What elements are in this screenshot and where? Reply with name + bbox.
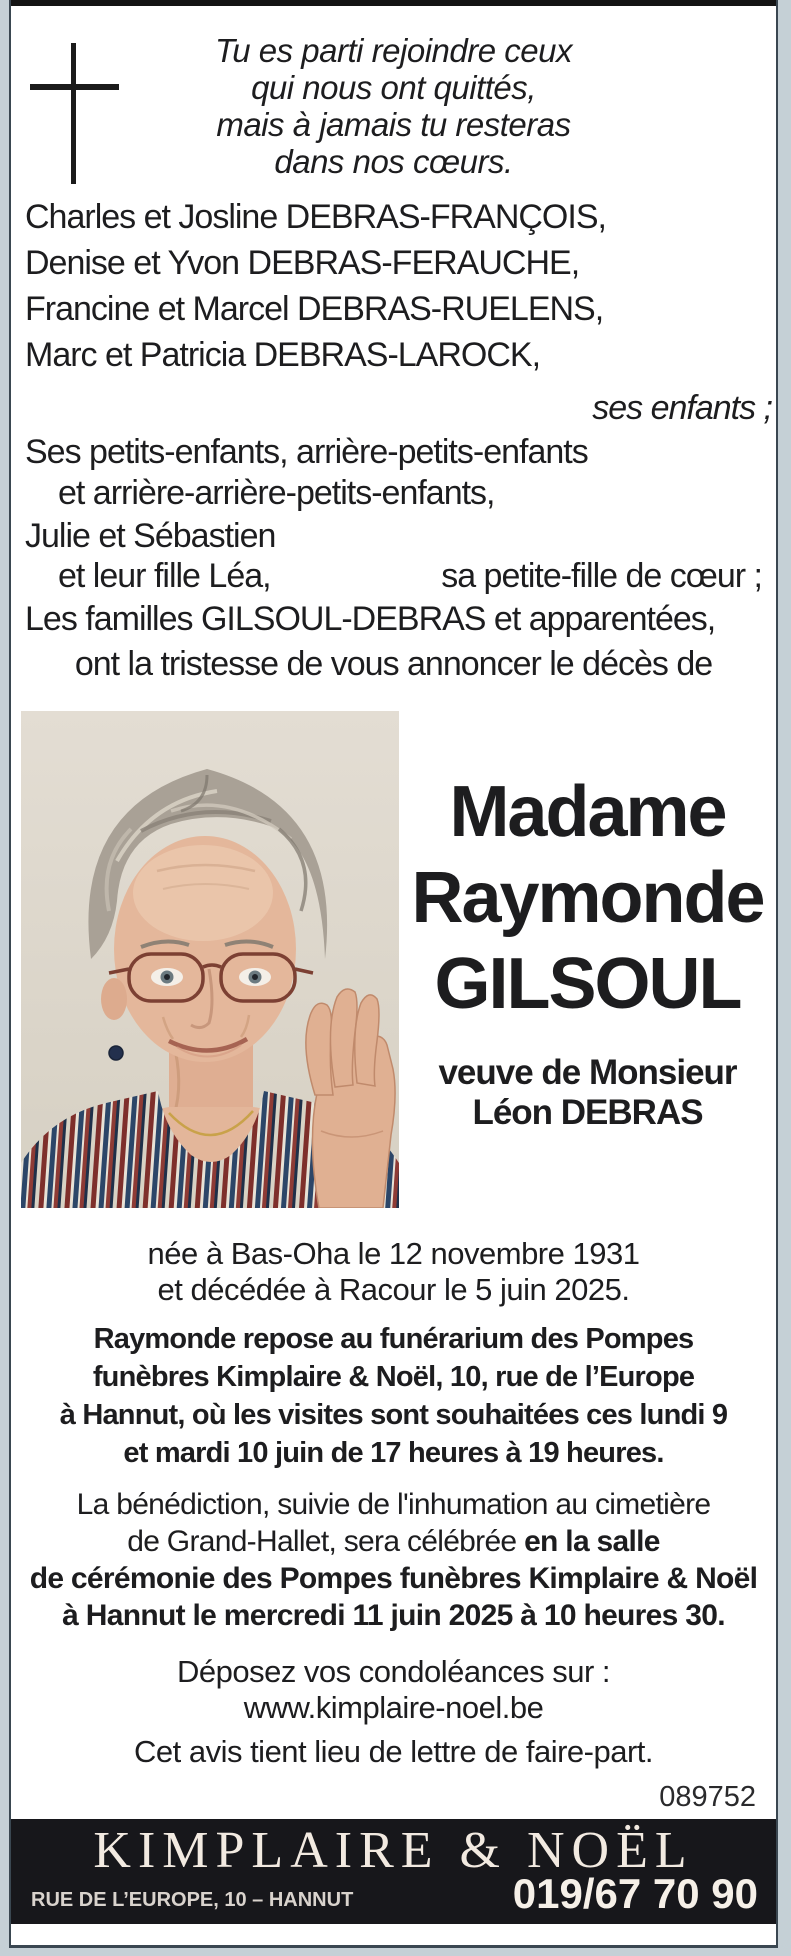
condolences-url: www.kimplaire-noel.be	[243, 1690, 544, 1725]
funerarium-line: Raymonde repose au funérarium des Pompes	[93, 1323, 694, 1355]
funerarium-line: et mardi 10 juin de 17 heures à 19 heures.	[123, 1437, 664, 1469]
benediction-line: La bénédiction, suivie de l'inhumation au cimetière	[76, 1488, 711, 1521]
great-grandchildren-line: et arrière-arrière-petits-enfants,	[58, 474, 495, 512]
julie-line: Julie et Sébastien	[25, 517, 276, 555]
deceased-title: Madame	[449, 772, 726, 852]
widow-block	[399, 1053, 776, 1133]
condolences-line: Déposez vos condoléances sur :	[176, 1654, 611, 1689]
faire-part-notice: Cet avis tient lieu de lettre de faire-part.	[133, 1734, 654, 1769]
funeral-home-name: KIMPLAIRE & NOËL	[93, 1822, 694, 1879]
lea-line: et leur fille Léa,	[58, 557, 271, 595]
cross-icon	[30, 43, 120, 184]
benediction-line	[11, 1523, 776, 1560]
deceased-first-name: Raymonde	[411, 858, 764, 938]
portrait-illustration	[21, 711, 399, 1208]
benediction-paragraph	[11, 1486, 776, 1634]
cross-horizontal-bar	[30, 84, 119, 90]
funerarium-line: funèbres Kimplaire & Noël, 10, rue de l’Europe	[92, 1361, 695, 1393]
goddaughter-lines	[11, 516, 776, 596]
families-line: Les familles GILSOUL-DEBRAS et apparentées,	[25, 600, 716, 638]
funeral-home-phone: 019/67 70 90	[512, 1870, 758, 1917]
children-list	[11, 194, 776, 378]
condolences-block	[11, 1654, 776, 1726]
lea-row	[25, 556, 762, 596]
death-line: et décédée à Racour le 5 juin 2025.	[157, 1272, 630, 1307]
widow-husband-name: Léon DEBRAS	[472, 1093, 703, 1132]
benediction-line: de cérémonie des Pompes funèbres Kimplaire & Noël	[29, 1562, 758, 1595]
benediction-line: à Hannut le mercredi 11 juin 2025 à 10 heures 30.	[62, 1599, 725, 1632]
birth-death-dates	[11, 1236, 776, 1308]
banner-row	[11, 1870, 776, 1918]
child-line: Marc et Patricia DEBRAS-LAROCK,	[25, 336, 541, 374]
reference-number: 089752	[659, 1781, 756, 1813]
deceased-last-name: GILSOUL	[434, 944, 741, 1024]
quote-line: Tu es parti rejoindre ceux	[215, 32, 572, 69]
funeral-home-address: RUE DE L’EUROPE, 10 – HANNUT	[31, 1889, 354, 1911]
header	[11, 6, 776, 180]
portrait-photo	[21, 711, 399, 1208]
child-line: Charles et Josline DEBRAS-FRANÇOIS,	[25, 198, 606, 236]
quote-line: mais à jamais tu resteras	[216, 106, 571, 143]
quote-line: qui nous ont quittés,	[251, 69, 536, 106]
announcement-sheet	[9, 0, 778, 1948]
photo-and-name-row	[11, 711, 776, 1208]
deceased-name-block	[399, 711, 776, 1208]
benediction-bold-text: en la salle	[524, 1525, 660, 1558]
funerarium-paragraph	[11, 1320, 776, 1472]
funeral-home-banner	[11, 1819, 776, 1924]
goddaughter-label: sa petite-fille de cœur ;	[441, 557, 762, 595]
funerarium-line: à Hannut, où les visites sont souhaitées ces lundi 9	[59, 1399, 728, 1431]
child-line: Denise et Yvon DEBRAS-FERAUCHE,	[25, 244, 580, 282]
children-label: ses enfants ;	[592, 389, 772, 427]
announcement-line: ont la tristesse de vous annoncer le décès de	[74, 645, 713, 683]
quote-line: dans nos cœurs.	[274, 143, 513, 180]
birth-line: née à Bas-Oha le 12 novembre 1931	[147, 1236, 640, 1271]
widow-line: veuve de Monsieur	[438, 1053, 737, 1092]
cross-vertical-bar	[71, 43, 76, 184]
benediction-regular-text: de Grand-Hallet, sera célébrée	[127, 1525, 517, 1558]
child-line: Francine et Marcel DEBRAS-RUELENS,	[25, 290, 604, 328]
earring	[109, 1046, 123, 1060]
grandchildren-line: Ses petits-enfants, arrière-petits-enfants	[25, 433, 588, 471]
grandchildren-lines	[11, 432, 776, 514]
memorial-quote	[11, 32, 776, 180]
